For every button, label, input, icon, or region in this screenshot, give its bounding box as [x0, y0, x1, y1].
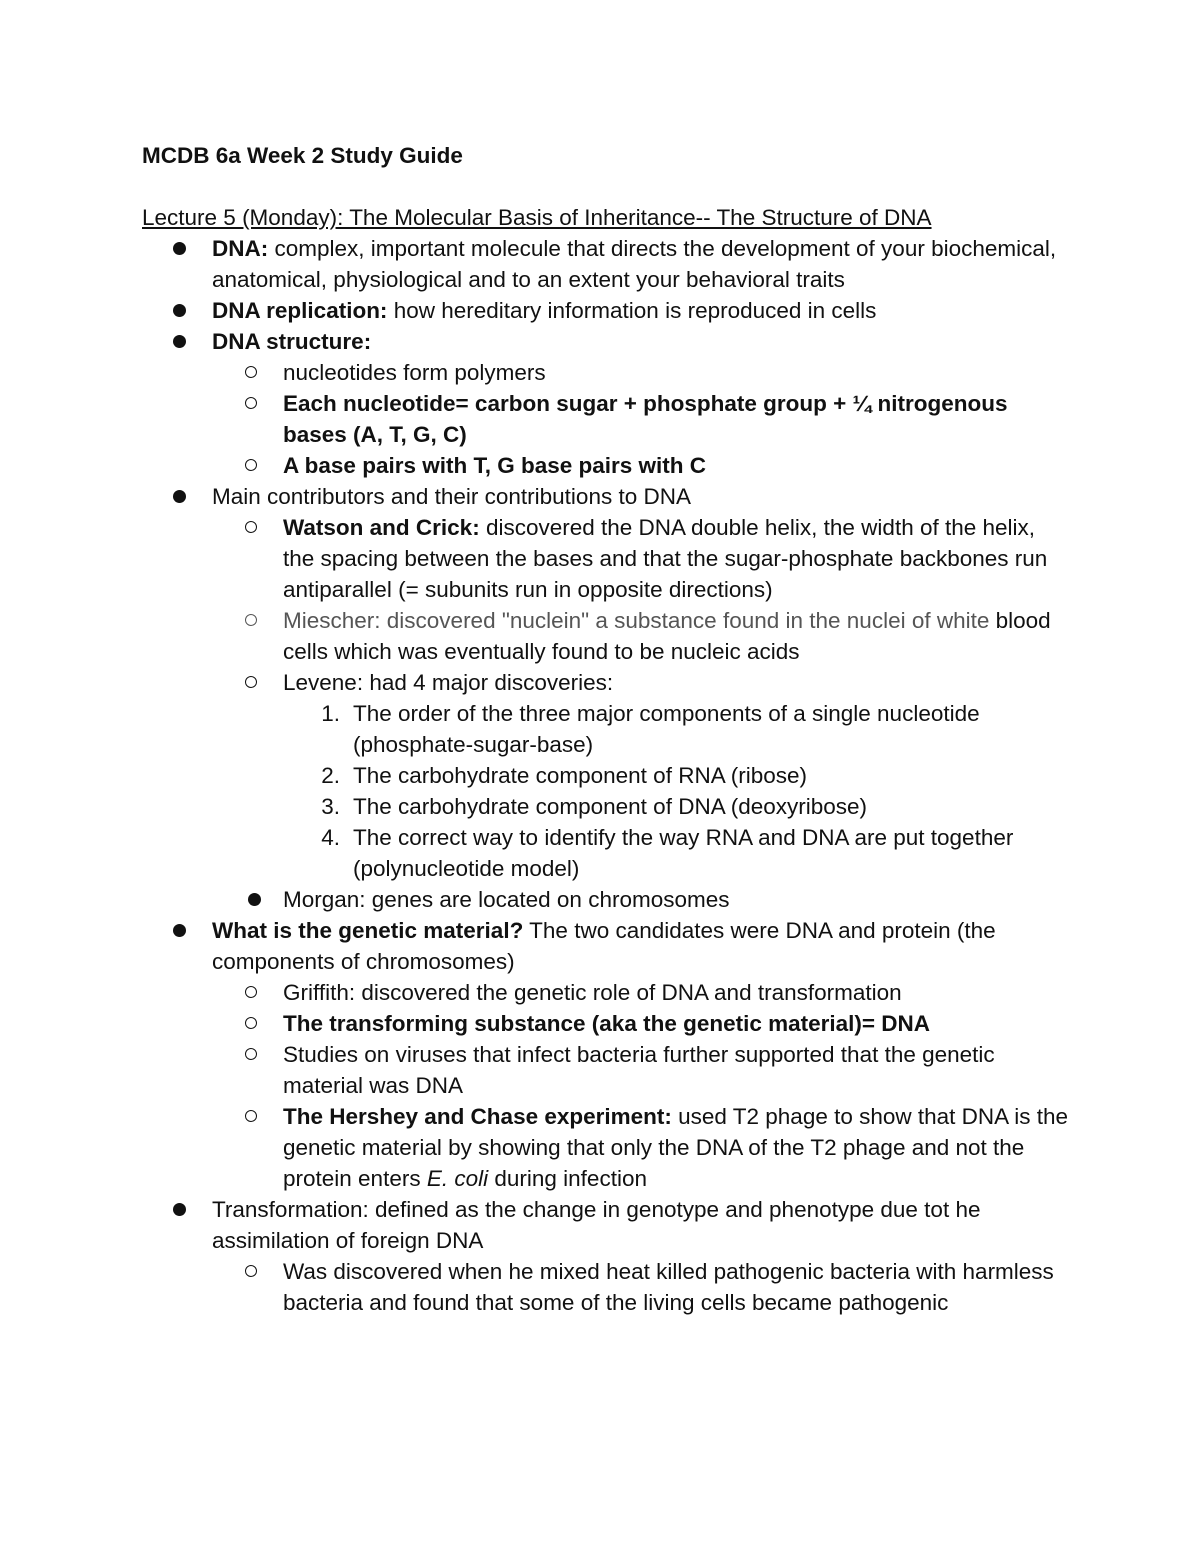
sub-bullet-text: Levene: had 4 major discoveries:: [283, 670, 614, 695]
bullet-contributors: [142, 481, 1072, 512]
bullet-circle-icon: [245, 521, 257, 533]
bullet-disc-icon: [248, 893, 261, 906]
bullet-text: Transformation: defined as the change in genotype and phenotype due tot he assimilation of foreign DNA: [212, 1197, 981, 1253]
numbered-item: [142, 822, 1072, 884]
outline-list: [142, 233, 1072, 1318]
bullet-circle-icon: [245, 459, 257, 471]
sub-bullet-text: The transforming substance (aka the genetic material)= DNA: [283, 1011, 931, 1036]
sub-bullet-viruses: [142, 1039, 1072, 1101]
sub-bullet-watson-crick: [142, 512, 1072, 605]
term: DNA structure:: [212, 329, 372, 354]
term: What is the genetic material?: [212, 918, 524, 943]
bullet-disc-icon: [173, 304, 186, 317]
definition: The two candidates were DNA and protein (the components of chromosomes): [212, 918, 996, 974]
miescher-text-part2: blood cells which was eventually found to be nucleic acids: [283, 608, 1051, 664]
bullet-circle-icon: [245, 1017, 257, 1029]
sub-bullet-text: Morgan: genes are located on chromosomes: [283, 887, 730, 912]
bullet-text: Main contributors and their contributions to DNA: [212, 484, 691, 509]
sub-bullet-levene: [142, 667, 1072, 698]
item-number: 4.: [321, 825, 340, 850]
definition: how hereditary information is reproduced in cells: [387, 298, 877, 323]
sub-bullet-text: Was discovered when he mixed heat killed pathogenic bacteria with harmless bacteria and found that some of the living cells became pathogenic: [283, 1259, 1054, 1315]
sub-bullet-miescher: [142, 605, 1072, 667]
definition-end: during infection: [488, 1166, 647, 1191]
sub-bullet: [142, 357, 1072, 388]
item-text: The order of the three major components of a single nucleotide (phosphate-sugar-base): [353, 701, 980, 757]
sub-bullet-griffith: [142, 977, 1072, 1008]
bullet-disc-icon: [173, 1203, 186, 1216]
bullet-circle-icon: [245, 614, 257, 626]
definition: complex, important molecule that directs the development of your biochemical, anatomical, physiological and to an extent your behavioral traits: [212, 236, 1057, 292]
sub-bullet-hershey-chase: [142, 1101, 1072, 1194]
bullet-dna-replication: [142, 295, 1072, 326]
bullet-disc-icon: [173, 924, 186, 937]
sub-bullet-text: Griffith: discovered the genetic role of DNA and transformation: [283, 980, 902, 1005]
numbered-item: [142, 760, 1072, 791]
definition: used T2 phage to show that DNA is the genetic material by showing that only the DNA of the T2 phage and not the protein enters: [283, 1104, 1068, 1191]
term: DNA:: [212, 236, 269, 261]
numbered-item: [142, 791, 1072, 822]
item-text: The correct way to identify the way RNA and DNA are put together (polynucleotide model): [353, 825, 1014, 881]
item-number: 2.: [321, 763, 340, 788]
species-name: E. coli: [426, 1166, 489, 1191]
sub-bullet-transforming: [142, 1008, 1072, 1039]
bullet-circle-icon: [245, 397, 257, 409]
bullet-circle-icon: [245, 676, 257, 688]
bullet-disc-icon: [173, 490, 186, 503]
sub-bullet-text: nucleotides form polymers: [283, 360, 546, 385]
page-title: MCDB 6a Week 2 Study Guide: [142, 143, 463, 168]
bullet-circle-icon: [245, 1265, 257, 1277]
item-text: The carbohydrate component of RNA (ribose): [353, 763, 807, 788]
term: DNA replication:: [212, 298, 388, 323]
item-number: 3.: [321, 794, 340, 819]
sub-bullet: [142, 388, 1072, 450]
bullet-genetic-material: [142, 915, 1072, 977]
sub-bullet-morgan: [142, 884, 1072, 915]
sub-bullet-text: A base pairs with T, G base pairs with C: [283, 453, 707, 478]
miescher-text-part1: Miescher: discovered "nuclein" a substance found in the nuclei of white: [283, 608, 996, 633]
sub-bullet-text: Each nucleotide= carbon sugar + phosphate group + ¼ nitrogenous bases (A, T, G, C): [283, 391, 1008, 447]
sub-bullet: [142, 450, 1072, 481]
lecture-heading: Lecture 5 (Monday): The Molecular Basis of Inheritance-- The Structure of DNA: [142, 205, 932, 230]
sub-bullet-text: Studies on viruses that infect bacteria further supported that the genetic material was DNA: [283, 1042, 995, 1098]
definition: discovered the DNA double helix, the width of the helix, the spacing between the bases and that the sugar-phosphate backbones run antiparallel (= subunits run in opposite directions): [283, 515, 1048, 602]
bullet-circle-icon: [245, 1110, 257, 1122]
item-text: The carbohydrate component of DNA (deoxyribose): [353, 794, 868, 819]
bullet-transformation: [142, 1194, 1072, 1256]
bullet-dna: [142, 233, 1072, 295]
bullet-disc-icon: [173, 335, 186, 348]
sub-bullet-discovery: [142, 1256, 1072, 1318]
term: Watson and Crick:: [283, 515, 480, 540]
term: The Hershey and Chase experiment:: [283, 1104, 672, 1129]
bullet-disc-icon: [173, 242, 186, 255]
item-number: 1.: [321, 701, 340, 726]
bullet-circle-icon: [245, 366, 257, 378]
numbered-item: [142, 698, 1072, 760]
bullet-dna-structure: [142, 326, 1072, 357]
bullet-circle-icon: [245, 986, 257, 998]
bullet-circle-icon: [245, 1048, 257, 1060]
